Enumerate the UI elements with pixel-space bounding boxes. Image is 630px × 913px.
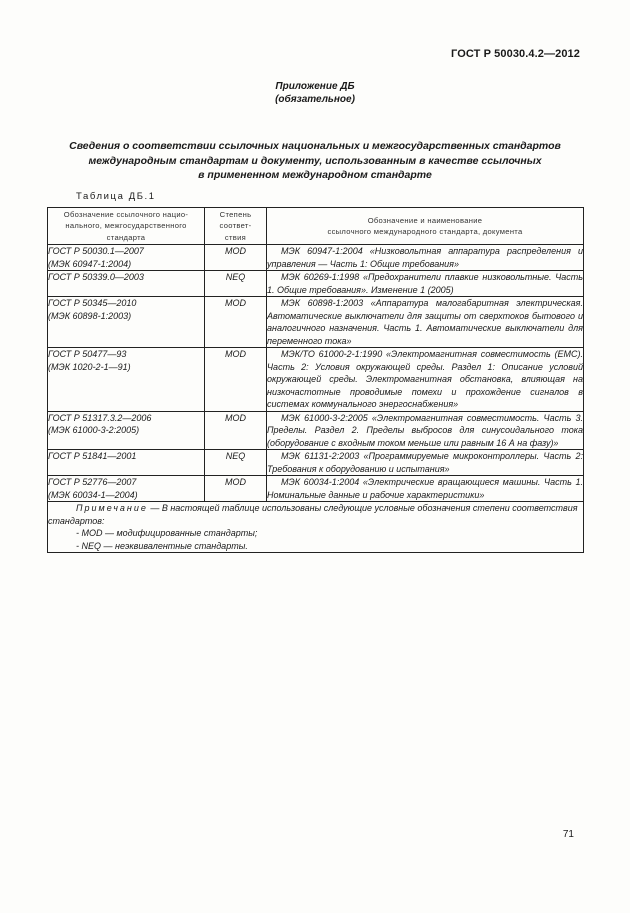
table-note — [48, 502, 584, 553]
degree-cell: MOD — [205, 411, 267, 450]
international-standard-cell: МЭК 61131-2:2003 «Программируемые микроконтроллеры. Часть 2: Требования к оборудованию и испытания» — [267, 451, 583, 474]
main-title-line: в примененном международном стандарте — [198, 169, 432, 181]
appendix-title: Приложение ДБ — [275, 81, 355, 92]
page-number: 71 — [562, 829, 574, 840]
international-standard-cell: МЭК 60034-1:2004 «Электрические вращающиеся машины. Часть 1. Номинальные данные и рабочие характеристики» — [267, 477, 583, 500]
header-international-standard: Обозначение и наименование ссылочного международного стандарта, документа — [267, 208, 584, 245]
national-standard-cell: ГОСТ Р 50477—93 (МЭК 1020-2-1—91) — [48, 348, 205, 412]
degree-cell: MOD — [205, 348, 267, 412]
degree-cell: NEQ — [205, 450, 267, 476]
national-standard-cell: ГОСТ Р 52776—2007 (МЭК 60034-1—2004) — [48, 476, 205, 502]
table-row — [48, 348, 584, 412]
main-title-line: Сведения о соответствии ссылочных национальных и межгосударственных стандартов — [69, 140, 561, 152]
note-item: - NEQ — неэквивалентные стандарты. — [76, 540, 248, 551]
national-standard-cell: ГОСТ Р 51317.3.2—2006 (МЭК 61000-3-2:2005) — [48, 411, 205, 450]
note-item: - MOD — модифицированные стандарты; — [76, 528, 258, 539]
header-degree: Степень соответ- ствия — [205, 208, 267, 245]
note-intro: — В настоящей таблице использованы следующие условные обозначения степени соответствия стандартов: — [48, 503, 578, 526]
degree-cell: NEQ — [205, 271, 267, 297]
main-title-line: международным стандартам и документу, использованным в качестве ссылочных — [88, 154, 542, 167]
main-title — [40, 139, 590, 183]
standards-table — [47, 207, 584, 553]
table-note-row — [48, 502, 584, 553]
national-standard-cell: ГОСТ Р 50345—2010 (МЭК 60898-1:2003) — [48, 297, 205, 348]
appendix-heading — [0, 80, 630, 106]
table-row — [48, 271, 584, 297]
table-row — [48, 245, 584, 271]
degree-cell: MOD — [205, 297, 267, 348]
table-row — [48, 450, 584, 476]
degree-cell: MOD — [205, 476, 267, 502]
degree-cell: MOD — [205, 245, 267, 271]
table-row — [48, 411, 584, 450]
international-standard-cell: МЭК 60947-1:2004 «Низковольтная аппаратура распределения и управления — Часть 1: Общие требования» — [267, 246, 583, 269]
international-standard-cell: МЭК 60269-1:1998 «Предохранители плавкие низковольтные. Часть 1. Общие требования». Изменение 1 (2005) — [267, 272, 583, 295]
international-standard-cell: МЭК 61000-3-2:2005 «Электромагнитная совместимость. Часть 3. Пределы. Раздел 2. Пределы выбросов для синусоидального тока (оборудование с входным током меньше или равным 16 А на фазу)» — [267, 412, 583, 448]
table-label: Таблица ДБ.1 — [76, 191, 156, 202]
international-standard-cell: МЭК/ТО 61000-2-1:1990 «Электромагнитная совместимость (ЕМС). Часть 2: Условия окружающей среды. Раздел 1: Описание условий окружающей среды. Электромагнитная обстановка, влияющая на низкочастотные проводимые помехи и прохождение сигналов в системах коммунального энергоснабжения» — [267, 349, 583, 409]
table-header-row — [48, 208, 584, 245]
national-standard-cell: ГОСТ Р 50339.0—2003 — [48, 271, 205, 297]
appendix-subtitle: (обязательное) — [275, 94, 355, 105]
international-standard-cell: МЭК 60898-1:2003 «Аппаратура малогабаритная электрическая. Автоматические выключатели для защиты от сверхтоков бытового и аналогичного назначения. Часть 1. Автоматические выключатели для переменного тока» — [267, 298, 583, 346]
table-row — [48, 297, 584, 348]
note-label: Примечание — [76, 503, 148, 513]
document-code: ГОСТ Р 50030.4.2—2012 — [451, 48, 580, 60]
national-standard-cell: ГОСТ Р 50030.1—2007 (МЭК 60947-1:2004) — [48, 245, 205, 271]
table-row — [48, 476, 584, 502]
header-national-standard: Обозначение ссылочного нацио- нального, межгосударственного стандарта — [48, 208, 205, 245]
national-standard-cell: ГОСТ Р 51841—2001 — [48, 450, 205, 476]
